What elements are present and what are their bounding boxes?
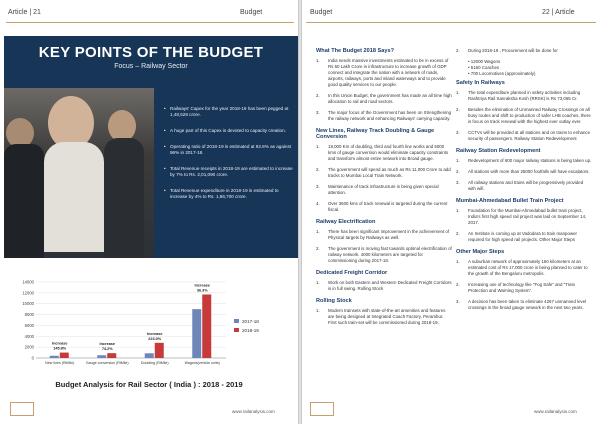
item-number: 3. [316,110,320,115]
item-number: 1. [316,229,320,234]
annotation-value: 145.8% [53,346,67,351]
numbered-item [456,130,592,142]
right-page [302,0,600,424]
numbered-item [316,201,452,213]
hero-photo [4,88,154,258]
item-text: The major focus of the Government has been on Strengthening the railway network and enhancing Railways' carrying capacity. [328,110,452,121]
numbered-item [316,184,452,196]
item-text: Maintenance of track infrastructure is being given special attention. [328,184,439,195]
y-tick-label: 8000 [24,312,34,318]
item-text: Foundation for the Mumbai-Ahmedabad bullet train project, India's first high speed rail project was laid on September 14, 2017. [468,208,587,225]
person-body [44,142,104,252]
section-heading: Railway Electrification [316,219,376,225]
item-number: 2. [316,93,320,98]
item-number: 3. [316,184,320,189]
header-rule [6,22,294,23]
x-tick-label: Wagons(vehicle units) [184,361,220,365]
annotation-value: 36.3% [196,288,208,293]
section-heading: New Lines, Railway Track Doubling & Gauge Conversion [316,128,435,140]
section-heading: What The Budget 2018 Says? [316,48,395,54]
hero-bullet: • Operating ratio of 2018-19 is estimated at 92.8% as against 96% in 2017-18. [164,144,294,156]
y-tick-label: 2000 [24,344,34,350]
section-heading: Other Major Steps [456,249,505,255]
x-tick-label: Gauge conversion (RtMlle) [85,361,129,365]
item-text: Over 3600 kms of track renewal is targeted during the current fiscal. [328,201,448,212]
y-tick-label: 12000 [22,290,34,296]
item-number: 2. [316,167,320,172]
item-number: 2. [456,169,460,174]
item-text: The total expenditure planned in safety activities including Rashtriya Rail Sanraksha Kosh (RRSK) is Rs 73,065 Cr. [468,90,581,101]
publisher-logo [10,402,34,416]
item-text: Work on both Eastern and Western Dedicated Freight Corridors is in full swing. Rolling Stock [328,280,452,291]
bar-2018-19 [155,343,164,358]
hero-bullet-list [164,106,294,210]
numbered-item [456,208,592,226]
y-tick-label: 4000 [24,333,34,339]
numbered-item [316,144,452,162]
numbered-item [456,231,592,243]
item-text: The government is moving fast towards optimal electrification of railway network. 4000 kilometers are targeted for commissioning during 2017-18. [328,246,452,263]
numbered-item [456,299,592,311]
x-tick-label: New lines (RtMlle) [45,361,75,365]
header-rule [306,22,596,23]
numbered-item [456,259,592,277]
item-text: Redevelopment of 600 major railway stations is being taken up. [468,158,592,163]
numbered-item [456,282,592,294]
item-number: 1. [316,280,320,285]
publisher-logo [310,402,334,416]
column-2 [456,42,592,316]
item-number: 1. [456,90,460,95]
sub-item: • 12000 Wagons [468,59,501,64]
bar-2018-19 [202,294,211,358]
bar-2017-18 [145,353,154,358]
item-number: 2. [316,246,320,251]
section-heading: Safety In Railways [456,80,505,86]
numbered-item [316,167,452,179]
annotation-label: Increase [194,283,210,288]
item-text: An Institute is coming up at Vadodara to train manpower required for high speed rail projects. Other Major Steps [468,231,578,242]
hero-panel [4,36,298,258]
hero-bullet: • Total Revenue expenditure in 2018-19 is estimated to increase by 4% to Rs. 1,86,700 crore. [164,188,294,200]
legend-label: 2018-19 [242,328,259,333]
left-runhead-section: Budget [240,9,263,16]
item-number: 2. [456,107,460,112]
bar-2017-18 [50,356,59,358]
hero-bullet: • Total Revenue receipts in 2018-19 are estimated to increase by 7% to Rs. 2,01,090 crore. [164,166,294,178]
item-text: A decision has been taken to eliminate 4267 unmanned level crossings in the broad gauge network in the next two years. [468,299,587,310]
legend-swatch [234,319,239,323]
item-text: India needs massive investments estimated to be in excess of Rs 50 Lakh Crore in infrastructure to increase growth of GDP connect and integrate the nation with a network of roads, airports, railways, ports and inland waterways and to provide good quality services to our people. [328,58,449,87]
item-text: 18,000 Km of doubling, third and fourth line works and 5000 kms of gauge conversion would eliminate capacity constraints and transform almost entire network into Broad gauge. [328,144,449,161]
numbered-item [456,158,592,164]
person-body-3 [4,144,44,258]
item-number: 2. [456,48,460,53]
item-number: 1. [456,208,460,213]
item-number: 1. [316,308,320,313]
section-heading: Rolling Stock [316,298,352,304]
hero-bullet: • Railways' Capex for the year 2018-19 has been pegged at 1,48,528 crore. [164,106,294,118]
numbered-item [456,169,592,175]
item-text: A suburban network of approximately 160 kilometers at an estimated cost of Rs 17,000 crore is being planned to cater to the growth of the Bengaluru metropolis. [468,259,588,276]
section-heading: Railway Station Redevelopment [456,148,541,154]
item-text: CCTVs will be provided at all stations and on trains to enhance security of passengers. Railway Station Redevelopment [468,130,591,141]
legend-swatch [234,328,239,332]
hero-bullet: • A huge part of this Capex is devoted to capacity creation. [164,128,294,134]
numbered-item [316,229,452,241]
bar-2017-18 [192,309,201,358]
item-text: The government will spend as much as Rs 11,000 Crore to add tracks to Mumbai Local Train Network. [328,167,451,178]
budget-chart-svg [10,276,280,376]
budget-chart [10,276,280,376]
bar-2018-19 [107,353,116,358]
item-number: 1. [456,259,460,264]
numbered-item [316,246,452,264]
numbered-item [316,93,452,105]
annotation-label: Increase [147,331,163,336]
section-heading: Mumbai-Ahmedabad Bullet Train Project [456,198,564,204]
numbered-item [456,107,592,125]
section-heading: Dedicated Freight Corridor [316,270,388,276]
item-number: 3. [456,180,460,185]
numbered-item [316,110,452,122]
item-number: 1. [316,144,320,149]
sub-item-text: 700 Locomotives (approximately) [470,71,536,76]
item-text: All stations with more than 25000 footfalls will have escalators. [468,169,590,174]
sub-item-text: 5160 Coaches [470,65,500,70]
numbered-item [316,58,452,88]
numbered-item [316,308,452,326]
item-text: During 2018-19 , Procurement will be done for [468,48,558,53]
right-runhead-section: Budget [310,9,333,16]
item-number: 1. [316,58,320,63]
left-page [0,0,298,424]
item-text: In this Union Budget, the government has made an all time high allocation to rail and road sectors. [328,93,452,104]
item-number: 4. [316,201,320,206]
annotation-label: Increase [99,342,115,347]
item-number: 1. [456,158,460,163]
item-text: Increasing use of technology like "Fog Safe" and "Train Protection and Warning System". [468,282,576,293]
item-number: 3. [456,299,460,304]
numbered-item [456,180,592,192]
annotation-label: Increase [52,341,68,346]
column-1 [316,42,452,331]
right-runhead-page: 22 | Article [542,9,575,16]
hero-subtitle: Focus – Railway Sector [114,63,188,70]
y-tick-label: 0 [31,355,34,361]
left-runhead-page: Article | 21 [8,9,41,16]
item-text: Besides the elimination of Unmanned Railway Crossings on all busy routes and shift to production of safer LHB coaches, there is focus on track renewal with the highest ever outlay ever. [468,107,591,124]
item-text: Modern trainsets with state-of-the-art amenities and features are being designed at Integrated Coach Factory, Perambur. First such train-set will be commissioned during 2018-19. [328,308,446,325]
footer-url: www.railanalysis.com [232,409,275,414]
person-body-2 [104,138,144,258]
sub-item-text: 12000 Wagons [470,59,501,64]
sub-item: • 700 Locomotives (approximately) [468,71,536,76]
footer-url: www.railanalysis.com [534,409,577,414]
item-number: 3. [456,130,460,135]
chart-title: Budget Analysis for Rail Sector ( India ) : 2018 - 2019 [55,380,243,389]
legend-label: 2017-18 [242,319,259,324]
item-number: 2. [456,231,460,236]
numbered-item [456,48,592,54]
y-tick-label: 6000 [24,322,34,328]
hero-title: KEY POINTS OF THE BUDGET [38,44,264,61]
bar-2017-18 [97,355,106,358]
x-tick-label: Doubling (RtMlle) [140,361,169,365]
sub-item: • 5160 Coaches [468,65,500,70]
item-number: 2. [456,282,460,287]
item-text: All railway stations and trains will be progressively provided with wifi. [468,180,584,191]
annotation-value: 223.0% [148,336,162,341]
numbered-item [316,280,452,292]
bar-2018-19 [60,353,69,358]
annotation-value: 74.2% [101,347,113,352]
y-tick-label: 14000 [22,279,34,285]
y-tick-label: 10000 [22,301,34,307]
numbered-item [456,90,592,102]
item-text: There has been significant improvement in the achievement of Physical targets by Railways as well. [328,229,450,240]
